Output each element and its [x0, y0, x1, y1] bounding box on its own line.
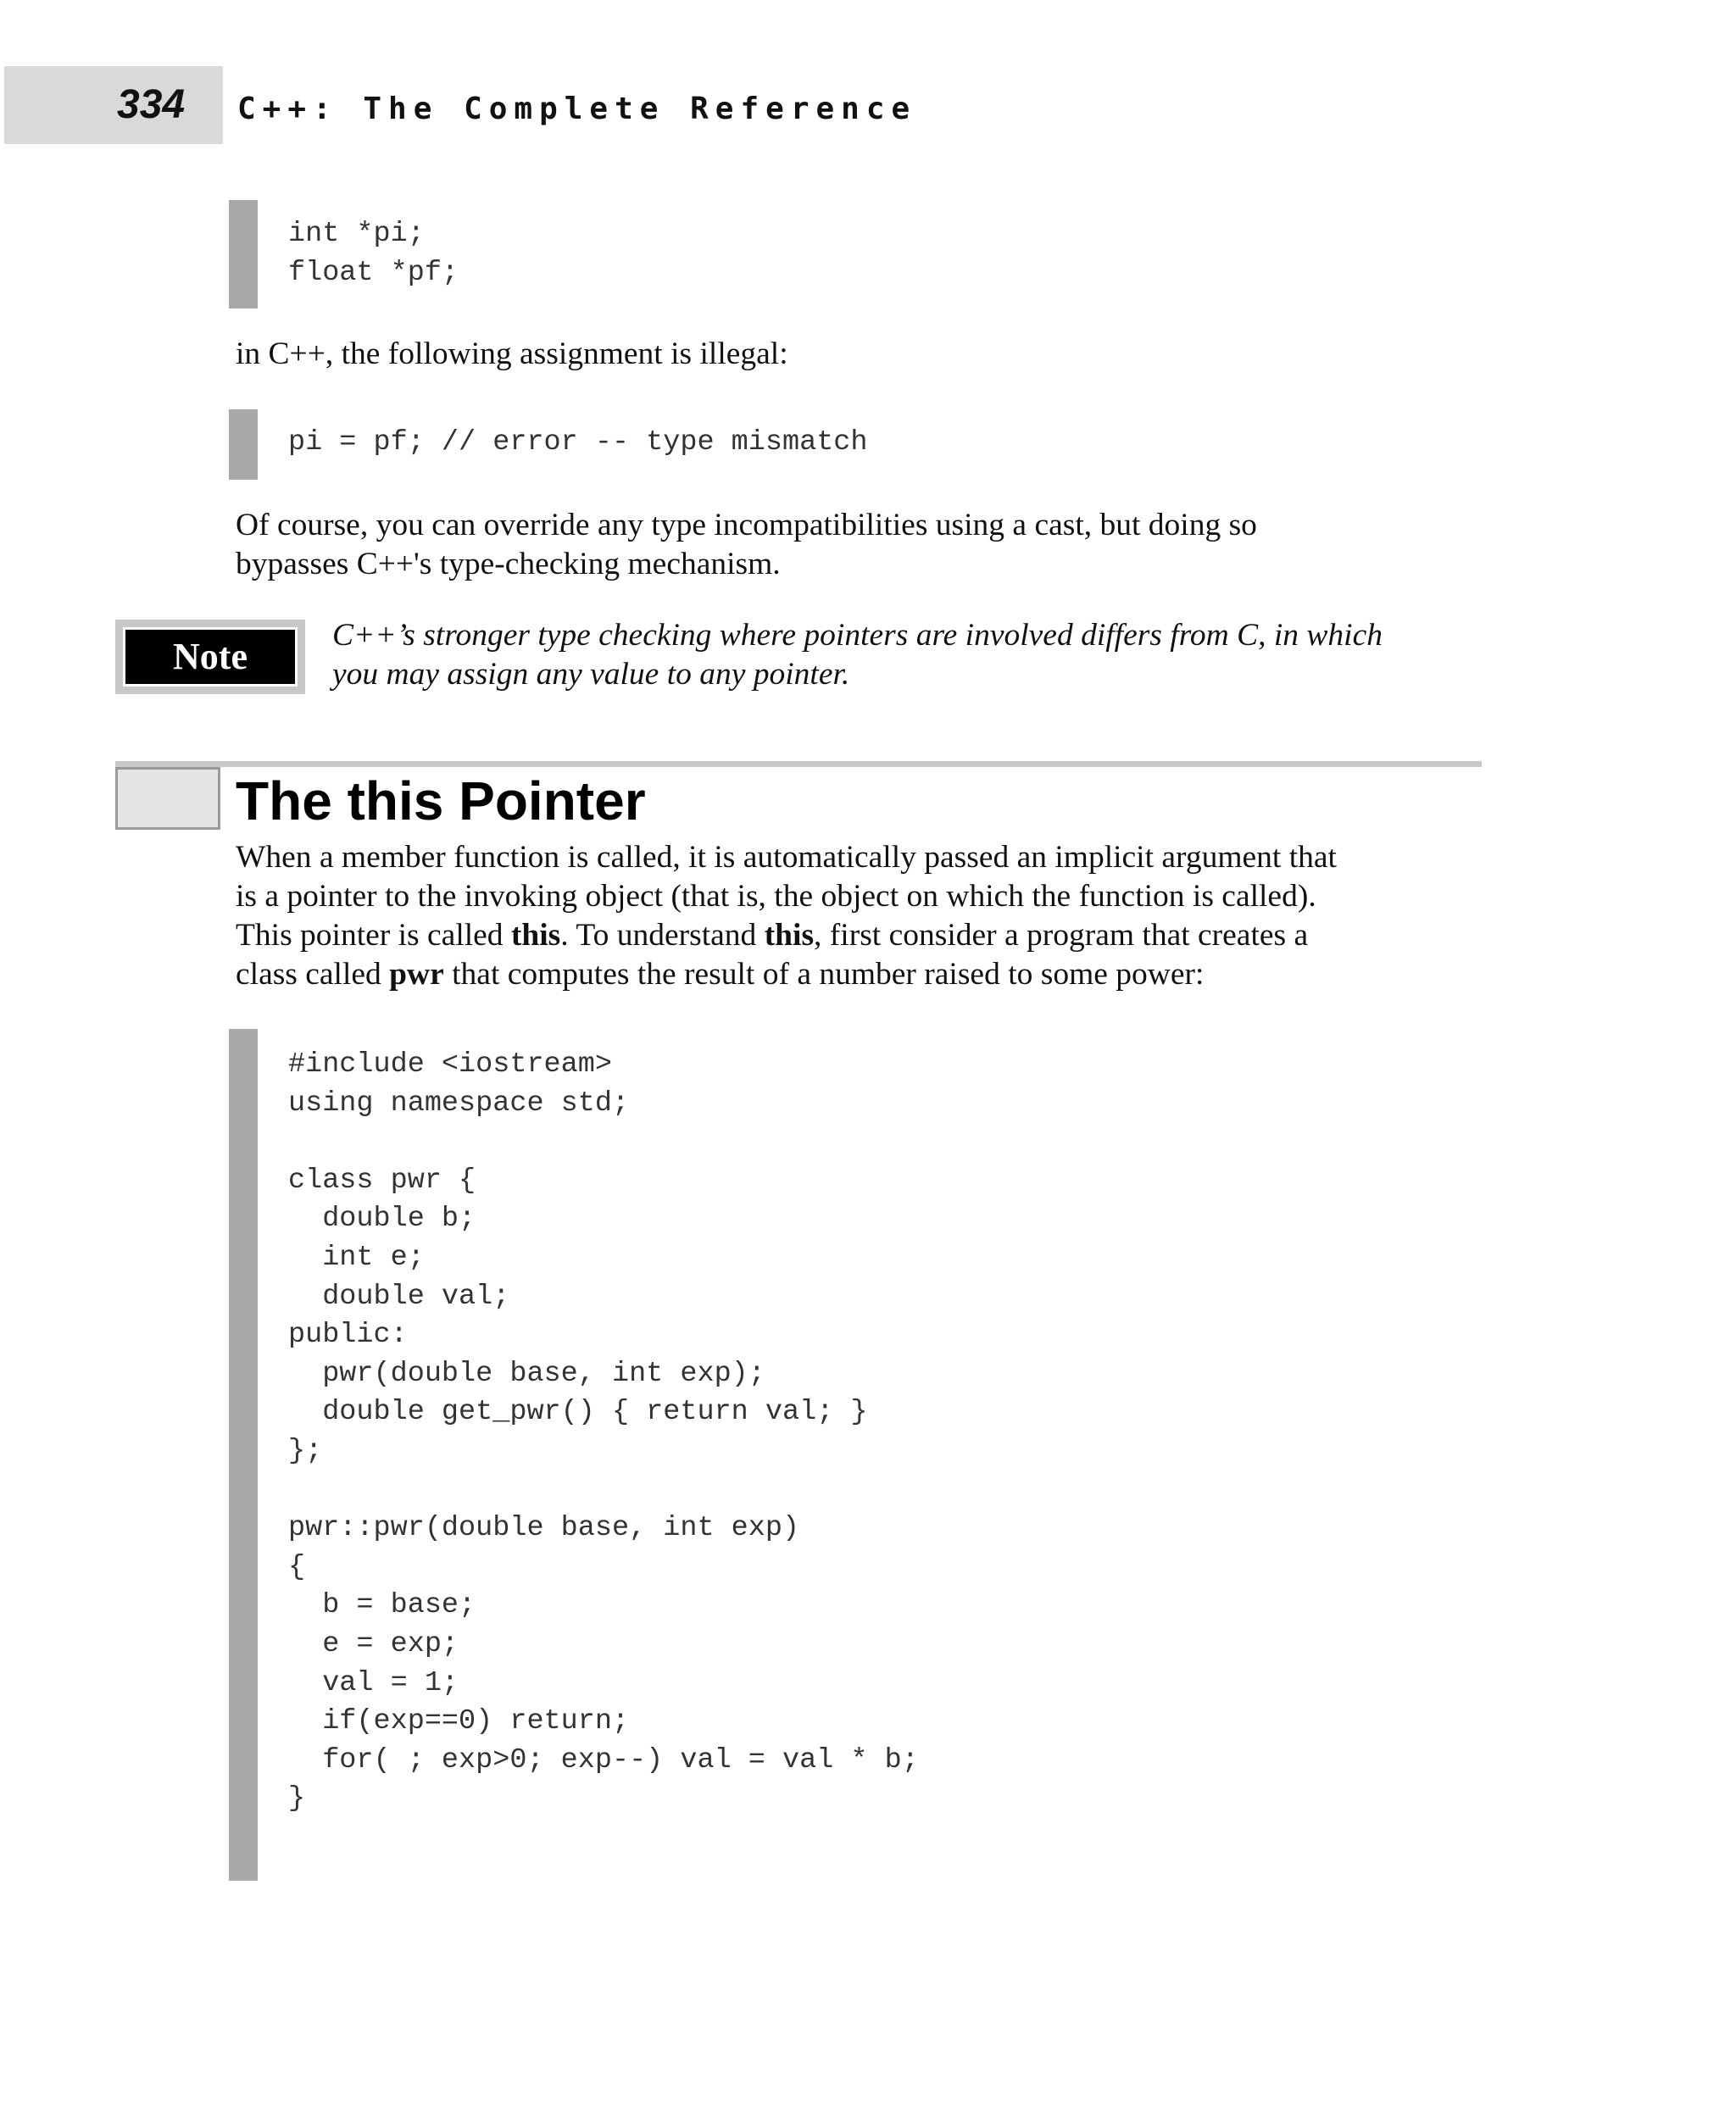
code-text: int *pi; float *pf;	[288, 218, 459, 289]
note-text	[332, 616, 1383, 694]
paragraph-this-pointer-intro	[236, 838, 1337, 994]
paragraph-text: that computes the result of a number raised to some power:	[443, 957, 1205, 992]
page-number-tab	[4, 66, 223, 144]
page-number: 334	[117, 82, 186, 127]
note-badge	[115, 620, 305, 694]
code-block-pwr-class	[229, 1029, 919, 1881]
paragraph-text: class called	[236, 957, 390, 992]
note-line: C++’s stronger type checking where pointers are involved differs from C, in which	[332, 618, 1383, 653]
paragraph-text: . To understand	[560, 918, 765, 953]
section-marker	[115, 767, 220, 830]
note-line: you may assign any value to any pointer.	[332, 657, 850, 692]
paragraph-cast-override	[236, 506, 1257, 584]
paragraph-line: bypasses C++'s type-checking mechanism.	[236, 547, 781, 581]
code-block-assignment	[229, 409, 868, 480]
paragraph-illegal-assignment: in C++, the following assignment is illegal:	[236, 336, 788, 371]
keyword-this: this	[764, 918, 815, 953]
paragraph-text: , first consider a program that creates a	[814, 918, 1309, 953]
code-block-declarations	[229, 200, 459, 309]
paragraph-line: When a member function is called, it is automatically passed an implicit argument that	[236, 840, 1337, 875]
running-title: C++: The Complete Reference	[237, 92, 917, 126]
paragraph-text: This pointer is called	[236, 918, 511, 953]
paragraph-line: Of course, you can override any type incompatibilities using a cast, but doing so	[236, 508, 1257, 542]
note-label: Note	[123, 627, 298, 687]
section-rule	[115, 761, 1482, 767]
keyword-this: this	[510, 918, 561, 953]
keyword-pwr: pwr	[389, 957, 444, 992]
section-heading: The this Pointer	[236, 770, 646, 831]
code-text: #include <iostream> using namespace std; class pwr { double b; int e; double val; public: pwr(double base, int exp); double get_pwr() { return val; } }; pwr::pwr(double base, int exp) { b = base; e = exp; val = 1; if(exp==0) return; for( ; exp>0; exp--) val = val * b; }	[288, 1048, 919, 1815]
paragraph-line: is a pointer to the invoking object (that is, the object on which the function is called).	[236, 879, 1316, 914]
code-text: pi = pf; // error -- type mismatch	[288, 426, 868, 459]
